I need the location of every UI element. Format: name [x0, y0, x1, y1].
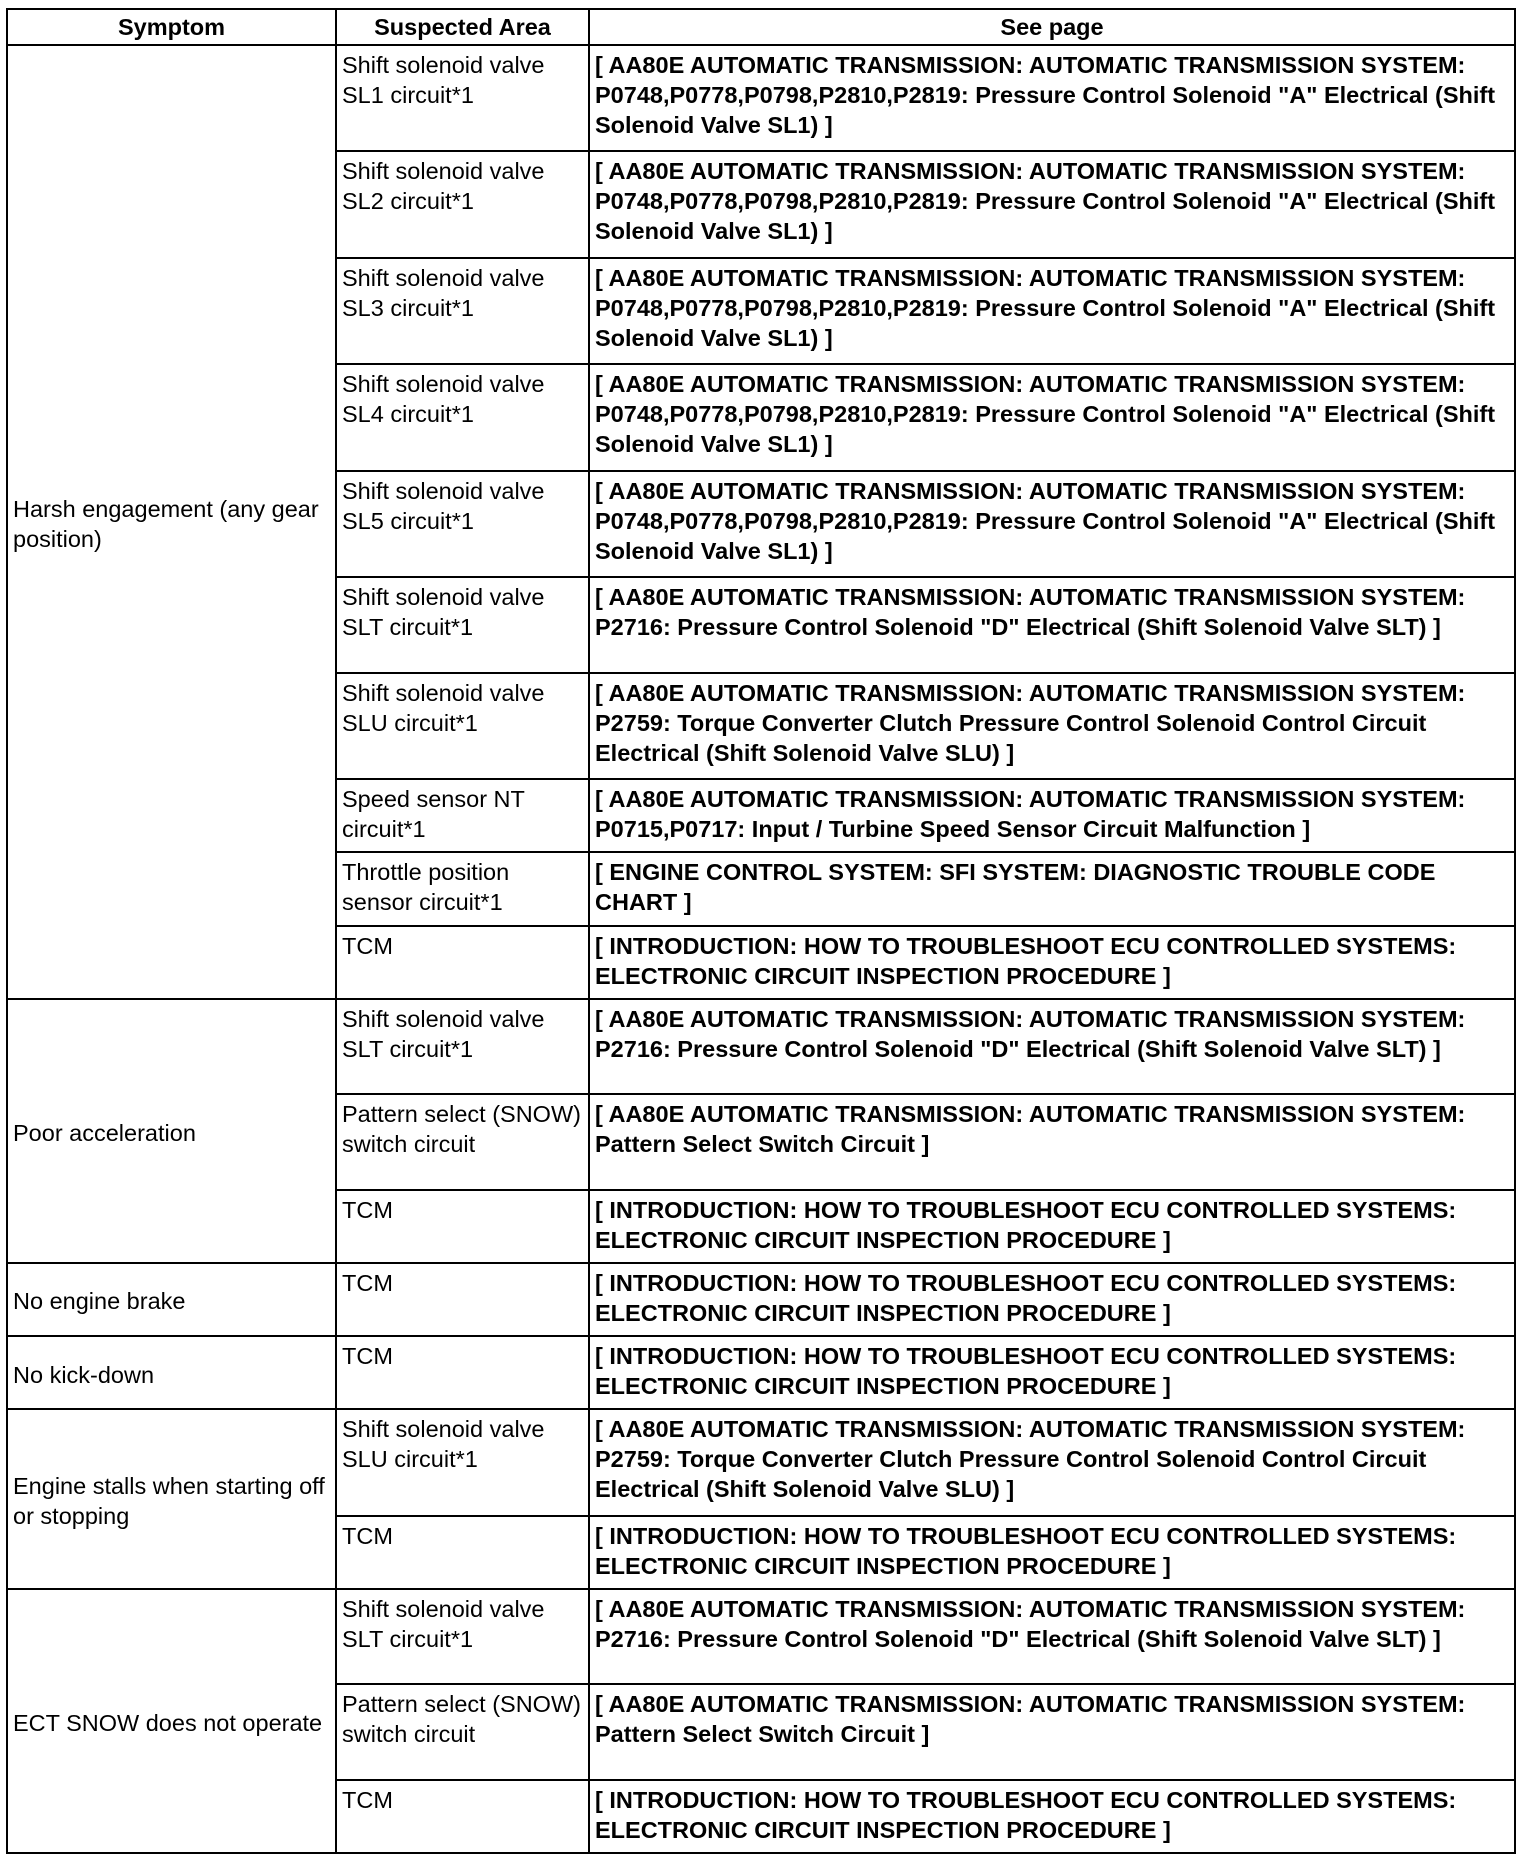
see-page-link[interactable]: [ INTRODUCTION: HOW TO TROUBLESHOOT ECU CONTROLLED SYSTEMS: ELECTRONIC CIRCUIT INSPECTION PROCEDURE ] [589, 1190, 1515, 1263]
header-see-page: See page [589, 9, 1515, 45]
see-page-link[interactable]: [ INTRODUCTION: HOW TO TROUBLESHOOT ECU CONTROLLED SYSTEMS: ELECTRONIC CIRCUIT INSPECTION PROCEDURE ] [589, 1780, 1515, 1853]
see-page-link[interactable]: [ AA80E AUTOMATIC TRANSMISSION: AUTOMATIC TRANSMISSION SYSTEM: P2716: Pressure Control Solenoid "D" Electrical (Shift Solenoid Valve SLT) ] [589, 577, 1515, 672]
suspected-area-cell: TCM [336, 1190, 589, 1263]
suspected-area-cell: Shift solenoid valve SL3 circuit*1 [336, 258, 589, 364]
symptom-cell: Harsh engagement (any gear position) [7, 45, 336, 999]
see-page-link[interactable]: [ AA80E AUTOMATIC TRANSMISSION: AUTOMATIC TRANSMISSION SYSTEM: P2716: Pressure Control Solenoid "D" Electrical (Shift Solenoid Valve SLT) ] [589, 1589, 1515, 1684]
suspected-area-cell: Shift solenoid valve SLU circuit*1 [336, 1409, 589, 1515]
suspected-area-cell: Shift solenoid valve SL4 circuit*1 [336, 364, 589, 470]
see-page-link[interactable]: [ AA80E AUTOMATIC TRANSMISSION: AUTOMATIC TRANSMISSION SYSTEM: P0748,P0778,P0798,P2810,P2819: Pressure Control Solenoid "A" Electrical (Shift Solenoid Valve SL1) ] [589, 45, 1515, 151]
suspected-area-cell: Shift solenoid valve SL5 circuit*1 [336, 471, 589, 577]
suspected-area-cell: Shift solenoid valve SLT circuit*1 [336, 577, 589, 672]
table-body [7, 45, 1515, 1853]
suspected-area-cell: Shift solenoid valve SLT circuit*1 [336, 1589, 589, 1684]
suspected-area-cell: Shift solenoid valve SL1 circuit*1 [336, 45, 589, 151]
see-page-link[interactable]: [ AA80E AUTOMATIC TRANSMISSION: AUTOMATIC TRANSMISSION SYSTEM: P2759: Torque Converter Clutch Pressure Control Solenoid Control Circuit Electrical (Shift Solenoid Valve SLU) ] [589, 1409, 1515, 1515]
suspected-area-cell: TCM [336, 1516, 589, 1589]
see-page-link[interactable]: [ AA80E AUTOMATIC TRANSMISSION: AUTOMATIC TRANSMISSION SYSTEM: P0748,P0778,P0798,P2810,P2819: Pressure Control Solenoid "A" Electrical (Shift Solenoid Valve SL1) ] [589, 258, 1515, 364]
see-page-link[interactable]: [ AA80E AUTOMATIC TRANSMISSION: AUTOMATIC TRANSMISSION SYSTEM: P0715,P0717: Input / Turbine Speed Sensor Circuit Malfunction ] [589, 779, 1515, 852]
suspected-area-cell: Throttle position sensor circuit*1 [336, 852, 589, 925]
suspected-area-cell: Shift solenoid valve SLT circuit*1 [336, 999, 589, 1094]
see-page-link[interactable]: [ AA80E AUTOMATIC TRANSMISSION: AUTOMATIC TRANSMISSION SYSTEM: P2716: Pressure Control Solenoid "D" Electrical (Shift Solenoid Valve SLT) ] [589, 999, 1515, 1094]
suspected-area-cell: TCM [336, 1336, 589, 1409]
symptom-table [6, 8, 1516, 1854]
suspected-area-cell: Shift solenoid valve SL2 circuit*1 [336, 151, 589, 257]
suspected-area-cell: Pattern select (SNOW) switch circuit [336, 1684, 589, 1779]
suspected-area-cell: Shift solenoid valve SLU circuit*1 [336, 673, 589, 779]
symptom-cell: No engine brake [7, 1263, 336, 1336]
table-row [7, 1263, 1515, 1336]
table-row [7, 999, 1515, 1094]
symptom-cell: Poor acceleration [7, 999, 336, 1263]
suspected-area-cell: TCM [336, 926, 589, 999]
symptom-cell: No kick-down [7, 1336, 336, 1409]
see-page-link[interactable]: [ ENGINE CONTROL SYSTEM: SFI SYSTEM: DIAGNOSTIC TROUBLE CODE CHART ] [589, 852, 1515, 925]
see-page-link[interactable]: [ AA80E AUTOMATIC TRANSMISSION: AUTOMATIC TRANSMISSION SYSTEM: Pattern Select Switch Circuit ] [589, 1684, 1515, 1779]
see-page-link[interactable]: [ AA80E AUTOMATIC TRANSMISSION: AUTOMATIC TRANSMISSION SYSTEM: P0748,P0778,P0798,P2810,P2819: Pressure Control Solenoid "A" Electrical (Shift Solenoid Valve SL1) ] [589, 151, 1515, 257]
suspected-area-cell: Pattern select (SNOW) switch circuit [336, 1094, 589, 1189]
suspected-area-cell: TCM [336, 1780, 589, 1853]
see-page-link[interactable]: [ AA80E AUTOMATIC TRANSMISSION: AUTOMATIC TRANSMISSION SYSTEM: P2759: Torque Converter Clutch Pressure Control Solenoid Control Circuit Electrical (Shift Solenoid Valve SLU) ] [589, 673, 1515, 779]
symptom-cell: Engine stalls when starting off or stopping [7, 1409, 336, 1589]
see-page-link[interactable]: [ INTRODUCTION: HOW TO TROUBLESHOOT ECU CONTROLLED SYSTEMS: ELECTRONIC CIRCUIT INSPECTION PROCEDURE ] [589, 926, 1515, 999]
table-row [7, 1409, 1515, 1515]
see-page-link[interactable]: [ INTRODUCTION: HOW TO TROUBLESHOOT ECU CONTROLLED SYSTEMS: ELECTRONIC CIRCUIT INSPECTION PROCEDURE ] [589, 1516, 1515, 1589]
see-page-link[interactable]: [ INTRODUCTION: HOW TO TROUBLESHOOT ECU CONTROLLED SYSTEMS: ELECTRONIC CIRCUIT INSPECTION PROCEDURE ] [589, 1263, 1515, 1336]
suspected-area-cell: TCM [336, 1263, 589, 1336]
see-page-link[interactable]: [ AA80E AUTOMATIC TRANSMISSION: AUTOMATIC TRANSMISSION SYSTEM: P0748,P0778,P0798,P2810,P2819: Pressure Control Solenoid "A" Electrical (Shift Solenoid Valve SL1) ] [589, 471, 1515, 577]
table-row [7, 1336, 1515, 1409]
header-suspected-area: Suspected Area [336, 9, 589, 45]
symptom-cell: ECT SNOW does not operate [7, 1589, 336, 1853]
suspected-area-cell: Speed sensor NT circuit*1 [336, 779, 589, 852]
see-page-link[interactable]: [ INTRODUCTION: HOW TO TROUBLESHOOT ECU CONTROLLED SYSTEMS: ELECTRONIC CIRCUIT INSPECTION PROCEDURE ] [589, 1336, 1515, 1409]
header-row [7, 9, 1515, 45]
header-symptom: Symptom [7, 9, 336, 45]
see-page-link[interactable]: [ AA80E AUTOMATIC TRANSMISSION: AUTOMATIC TRANSMISSION SYSTEM: Pattern Select Switch Circuit ] [589, 1094, 1515, 1189]
table-row [7, 45, 1515, 151]
see-page-link[interactable]: [ AA80E AUTOMATIC TRANSMISSION: AUTOMATIC TRANSMISSION SYSTEM: P0748,P0778,P0798,P2810,P2819: Pressure Control Solenoid "A" Electrical (Shift Solenoid Valve SL1) ] [589, 364, 1515, 470]
table-row [7, 1589, 1515, 1684]
